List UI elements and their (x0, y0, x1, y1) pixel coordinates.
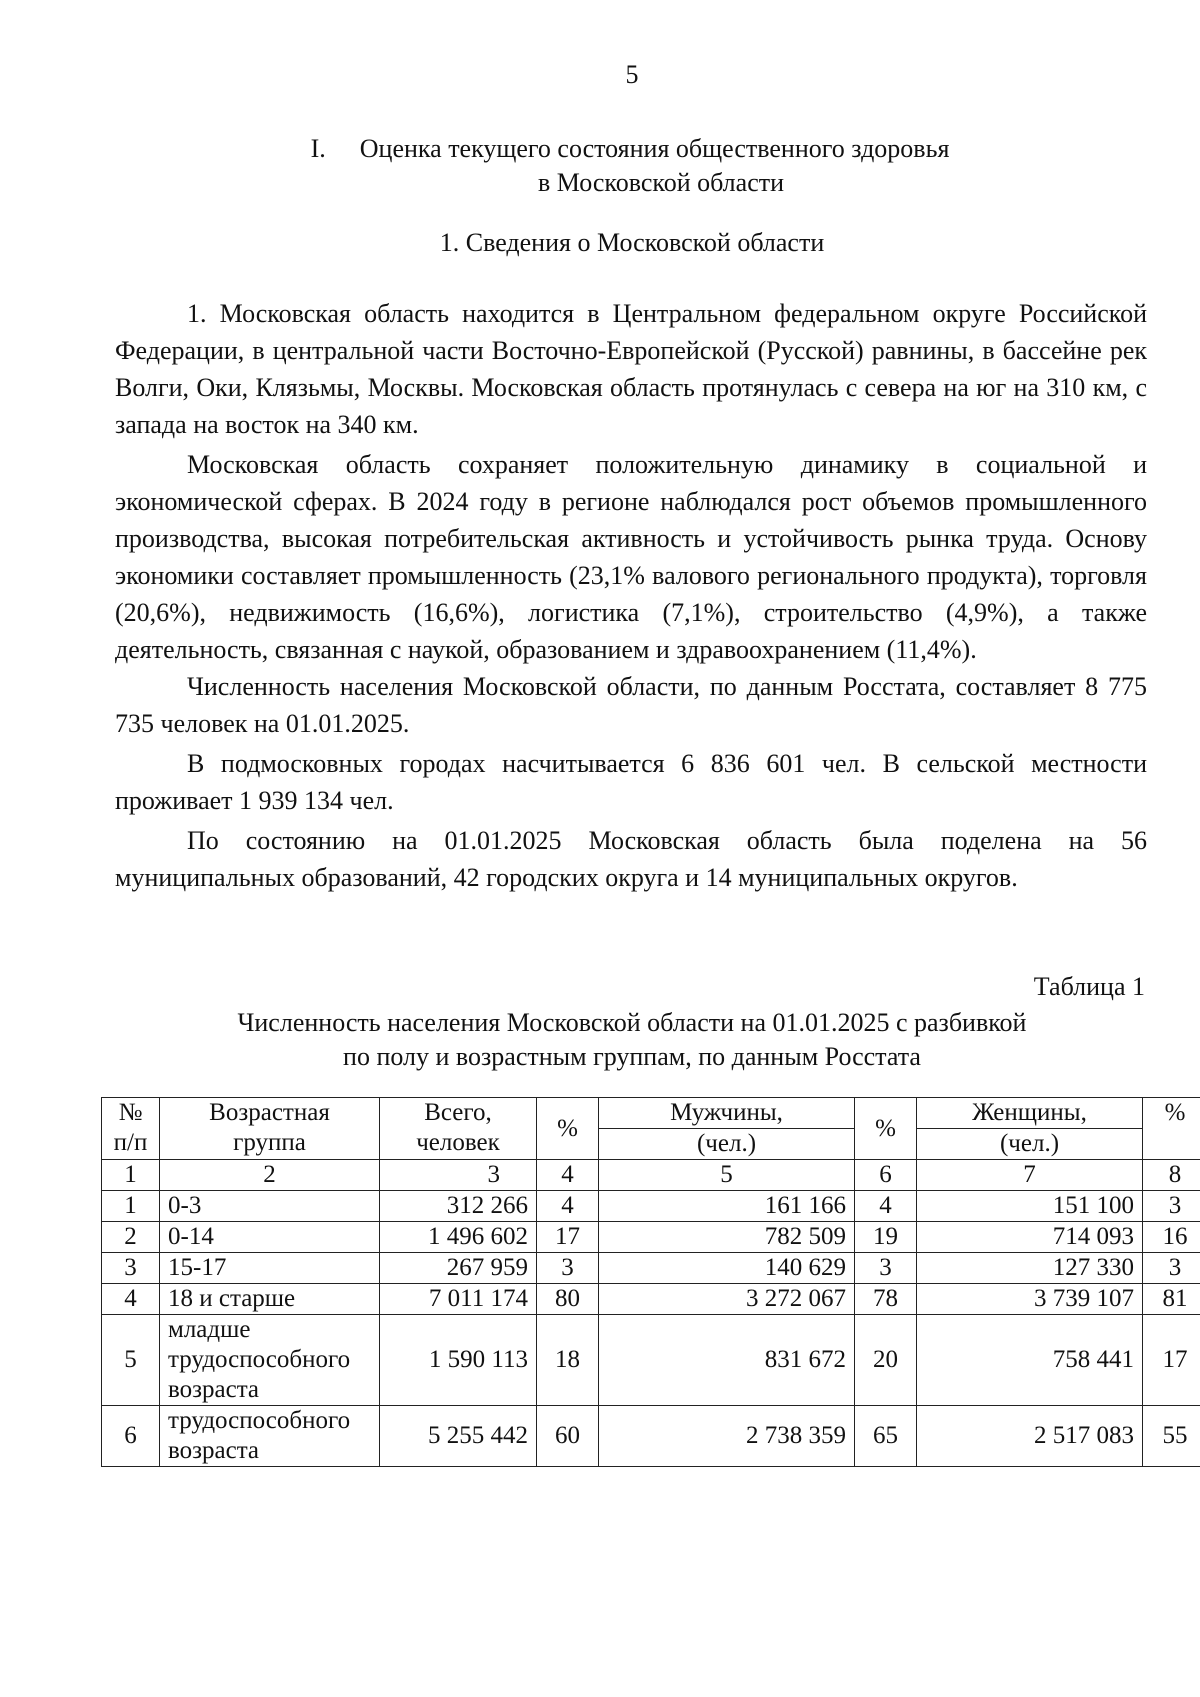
paragraph: 1. Московская область находится в Центральном федеральном округе Российской Федерации, в центральной части Восточно-Европейской (Русской) равнины, в бассейне рек Волги, Оки, Клязьмы, Москвы. Московская область протянулась с севера на юг на 310 км, с запада на восток на 340 км. (115, 299, 1147, 439)
table-label: Таблица 1 (1033, 972, 1145, 1001)
table-row (102, 1191, 1200, 1222)
cell-age-group: младше трудоспособного возраста (160, 1315, 380, 1406)
table-caption (0, 1006, 1200, 1074)
cell-women-percent: 16 (1143, 1222, 1200, 1253)
cell-men-percent: 4 (855, 1191, 917, 1222)
cell-women-percent: 3 (1143, 1253, 1200, 1284)
cell-age-group: 0-14 (160, 1222, 380, 1253)
cell-number: 2 (102, 1222, 160, 1253)
table-header-row (102, 1098, 1200, 1160)
cell-men: 3 272 067 (599, 1284, 855, 1315)
cell-total: 1 496 602 (380, 1222, 537, 1253)
header-cell-number: № п/п (102, 1098, 160, 1160)
table-column-number-row (102, 1160, 1200, 1191)
cell-women: 151 100 (917, 1191, 1143, 1222)
section-title-line2: в Московской области (537, 168, 785, 197)
paragraph: По состоянию на 01.01.2025 Московская область была поделена на 56 муниципальных образований, 42 городских округа и 14 муниципальных округов. (115, 826, 1147, 892)
cell-number: 3 (102, 1253, 160, 1284)
cell-percent: 3 (537, 1253, 599, 1284)
cell-men-percent: 20 (855, 1315, 917, 1406)
header-cell-women-percent: % (1143, 1098, 1200, 1160)
population-table (101, 1097, 1200, 1467)
page-number: 5 (625, 60, 639, 89)
cell-age-group: 18 и старше (160, 1284, 380, 1315)
cell-men-percent: 65 (855, 1406, 917, 1467)
cell-number: 6 (102, 1406, 160, 1467)
column-number: 8 (1143, 1160, 1200, 1191)
cell-men-percent: 3 (855, 1253, 917, 1284)
cell-men: 831 672 (599, 1315, 855, 1406)
cell-total: 312 266 (380, 1191, 537, 1222)
table-row (102, 1406, 1200, 1467)
table-caption-line1: Численность населения Московской области на 01.01.2025 с разбивкой (237, 1008, 1027, 1037)
cell-men-percent: 19 (855, 1222, 917, 1253)
table-row (102, 1284, 1200, 1315)
paragraph: Московская область сохраняет положительную динамику в социальной и экономической сферах. В 2024 году в регионе наблюдался рост объемов промышленного производства, высокая потребительская активность и устойчивость рынка труда. Основу экономики составляет промышленность (23,1% валового регионального продукта), торговля (20,6%), недвижимость (16,6%), логистика (7,1%), строительство (4,9%), а также деятельность, связанная с наукой, образованием и здравоохранением (11,4%). (115, 450, 1147, 664)
subsection-title: 1. Сведения о Московской области (439, 228, 825, 257)
cell-women: 3 739 107 (917, 1284, 1143, 1315)
cell-percent: 80 (537, 1284, 599, 1315)
cell-men: 140 629 (599, 1253, 855, 1284)
cell-total: 267 959 (380, 1253, 537, 1284)
table-row (102, 1222, 1200, 1253)
column-number: 2 (160, 1160, 380, 1191)
section-title-line1: Оценка текущего состояния общественного здоровья (359, 134, 950, 163)
header-cell-women: Женщины, (чел.) (917, 1098, 1143, 1160)
cell-women-percent: 17 (1143, 1315, 1200, 1406)
cell-men: 161 166 (599, 1191, 855, 1222)
section-roman-numeral: I. (310, 134, 326, 163)
cell-men: 2 738 359 (599, 1406, 855, 1467)
cell-women: 2 517 083 (917, 1406, 1143, 1467)
header-cell-men-percent: % (855, 1098, 917, 1160)
cell-women: 758 441 (917, 1315, 1143, 1406)
table-row (102, 1253, 1200, 1284)
cell-number: 1 (102, 1191, 160, 1222)
paragraph: Численность населения Московской области, по данным Росстата, составляет 8 775 735 человек на 01.01.2025. (115, 672, 1147, 738)
column-number: 5 (599, 1160, 855, 1191)
cell-age-group: трудоспособного возраста (160, 1406, 380, 1467)
cell-women: 714 093 (917, 1222, 1143, 1253)
paragraph: В подмосковных городах насчитывается 6 836 601 чел. В сельской местности проживает 1 939 134 чел. (115, 749, 1147, 815)
column-number: 7 (917, 1160, 1143, 1191)
cell-total: 1 590 113 (380, 1315, 537, 1406)
body-text (115, 295, 1147, 896)
cell-number: 4 (102, 1284, 160, 1315)
cell-number: 5 (102, 1315, 160, 1406)
cell-women: 127 330 (917, 1253, 1143, 1284)
cell-percent: 4 (537, 1191, 599, 1222)
header-cell-total: Всего, человек (380, 1098, 537, 1160)
cell-age-group: 0-3 (160, 1191, 380, 1222)
column-number: 4 (537, 1160, 599, 1191)
cell-women-percent: 81 (1143, 1284, 1200, 1315)
table-row (102, 1315, 1200, 1406)
cell-women-percent: 55 (1143, 1406, 1200, 1467)
cell-percent: 60 (537, 1406, 599, 1467)
cell-age-group: 15-17 (160, 1253, 380, 1284)
cell-women-percent: 3 (1143, 1191, 1200, 1222)
column-number: 3 (380, 1160, 537, 1191)
cell-percent: 17 (537, 1222, 599, 1253)
column-number: 1 (102, 1160, 160, 1191)
table-caption-line2: по полу и возрастным группам, по данным Росстата (343, 1042, 921, 1071)
cell-total: 7 011 174 (380, 1284, 537, 1315)
header-cell-men: Мужчины, (чел.) (599, 1098, 855, 1160)
column-number: 6 (855, 1160, 917, 1191)
cell-total: 5 255 442 (380, 1406, 537, 1467)
cell-men-percent: 78 (855, 1284, 917, 1315)
cell-percent: 18 (537, 1315, 599, 1406)
section-title (0, 132, 1200, 200)
header-cell-percent: % (537, 1098, 599, 1160)
header-cell-age-group: Возрастная группа (160, 1098, 380, 1160)
cell-men: 782 509 (599, 1222, 855, 1253)
